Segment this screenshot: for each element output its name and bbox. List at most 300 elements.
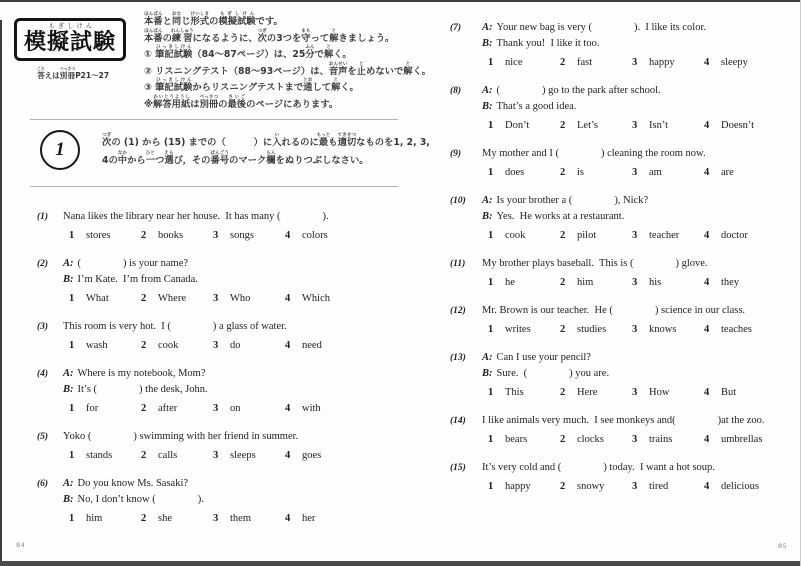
option-choice xyxy=(488,118,560,134)
option-choice xyxy=(141,401,213,417)
option-choice xyxy=(285,511,398,527)
question-item xyxy=(37,366,398,417)
option-word: Let’s xyxy=(577,120,598,131)
options-row xyxy=(63,291,398,307)
option-word: But xyxy=(721,387,737,398)
question-item xyxy=(450,460,796,495)
option-number: 1 xyxy=(488,387,494,398)
option-word: sleeps xyxy=(230,450,256,461)
option-number: 1 xyxy=(488,277,494,288)
option-choice xyxy=(560,165,632,181)
option-choice xyxy=(560,118,632,134)
questions-right xyxy=(448,20,796,495)
option-choice xyxy=(141,228,213,244)
option-number: 4 xyxy=(285,230,291,241)
speaker-label: A: xyxy=(63,478,74,489)
question-number: (3) xyxy=(37,322,49,332)
option-number: 3 xyxy=(632,481,638,492)
option-choice xyxy=(704,118,796,134)
question-item xyxy=(450,256,796,291)
option-number: 4 xyxy=(285,293,291,304)
option-number: 3 xyxy=(213,450,219,461)
question-line: A: Can I use your pencil? xyxy=(482,352,591,363)
option-word: does xyxy=(505,167,525,178)
option-choice xyxy=(488,322,560,338)
options-row xyxy=(63,401,398,417)
question-number: (6) xyxy=(37,479,49,489)
question-line: A: Do you know Ms. Sasaki? xyxy=(63,478,189,489)
options-row xyxy=(63,448,398,464)
question-line: B: It’s ( ) the desk, John. xyxy=(63,384,208,395)
option-word: tired xyxy=(649,481,669,492)
question-item xyxy=(450,83,796,134)
speaker-label: B: xyxy=(63,384,74,395)
option-choice xyxy=(141,291,213,307)
option-word: after xyxy=(158,403,178,414)
option-choice xyxy=(141,511,213,527)
option-word: they xyxy=(721,277,740,288)
option-choice xyxy=(285,338,398,354)
question-number: (12) xyxy=(450,306,466,316)
option-number: 2 xyxy=(141,340,147,351)
option-choice xyxy=(141,448,213,464)
option-word: Where xyxy=(158,293,186,304)
question-number: (13) xyxy=(450,353,466,363)
option-choice xyxy=(213,291,285,307)
option-word: nice xyxy=(505,57,523,68)
speaker-label: A: xyxy=(63,368,74,379)
option-choice xyxy=(704,322,796,338)
speaker-label: B: xyxy=(482,38,493,49)
options-row xyxy=(482,479,796,495)
question-body xyxy=(482,83,796,134)
option-number: 4 xyxy=(704,230,710,241)
option-choice xyxy=(213,401,285,417)
option-word: goes xyxy=(302,450,322,461)
speaker-label: A: xyxy=(482,22,493,33)
option-choice xyxy=(560,322,632,338)
intro-line: ② リスニングテスト（88～93ページ）は、音声おんせいを止とめないで解とく。 xyxy=(144,61,431,77)
options-row xyxy=(63,511,398,527)
exam-title-box xyxy=(14,18,126,61)
option-word: for xyxy=(86,403,99,414)
option-word: delicious xyxy=(721,481,759,492)
option-number: 4 xyxy=(704,277,710,288)
question-item xyxy=(450,146,796,181)
option-number: 4 xyxy=(704,324,710,335)
option-number: 1 xyxy=(69,513,75,524)
intro-line: ① 筆記試験ひっきしけん（84～87ページ）は、25分ふんで解とく。 xyxy=(144,45,352,60)
option-choice xyxy=(69,448,141,464)
option-choice xyxy=(213,338,285,354)
option-choice xyxy=(560,385,632,401)
option-number: 3 xyxy=(213,293,219,304)
option-number: 2 xyxy=(141,293,147,304)
divider-section xyxy=(30,186,398,187)
option-word: happy xyxy=(649,57,675,68)
question-number: (5) xyxy=(37,432,49,442)
question-item xyxy=(450,20,796,71)
option-choice xyxy=(213,228,285,244)
option-number: 1 xyxy=(69,450,75,461)
option-word: songs xyxy=(230,230,254,241)
option-number: 4 xyxy=(704,481,710,492)
option-number: 2 xyxy=(560,230,566,241)
option-word: Doesn’t xyxy=(721,120,755,131)
speaker-label: A: xyxy=(482,352,493,363)
speaker-label: A: xyxy=(482,195,493,206)
option-word: she xyxy=(158,513,172,524)
option-choice xyxy=(560,228,632,244)
question-body xyxy=(482,303,796,338)
option-number: 4 xyxy=(285,513,291,524)
question-body xyxy=(482,350,796,401)
option-choice xyxy=(632,432,704,448)
option-number: 1 xyxy=(488,324,494,335)
question-number: (2) xyxy=(37,259,49,269)
speaker-label: A: xyxy=(482,85,493,96)
option-word: What xyxy=(86,293,109,304)
question-line: My mother and I ( ) cleaning the room now. xyxy=(482,148,706,159)
question-line: B: Sure. ( ) you are. xyxy=(482,368,610,379)
option-number: 3 xyxy=(213,230,219,241)
option-choice xyxy=(69,291,141,307)
option-choice xyxy=(488,275,560,291)
section-instruction xyxy=(102,130,430,168)
option-number: 1 xyxy=(488,120,494,131)
option-choice xyxy=(632,275,704,291)
option-number: 1 xyxy=(488,434,494,445)
option-word: am xyxy=(649,167,662,178)
option-number: 2 xyxy=(560,277,566,288)
option-word: sleepy xyxy=(721,57,748,68)
speaker-label: B: xyxy=(63,494,74,505)
option-word: Isn’t xyxy=(649,120,669,131)
exam-title-column xyxy=(14,10,132,111)
option-choice xyxy=(704,228,796,244)
option-choice xyxy=(488,165,560,181)
question-body xyxy=(482,193,796,244)
option-choice xyxy=(560,275,632,291)
page-right xyxy=(448,6,796,507)
question-line: My brother plays baseball. This is ( ) glove. xyxy=(482,258,708,269)
option-number: 3 xyxy=(213,513,219,524)
question-body xyxy=(482,146,796,181)
option-choice xyxy=(69,228,141,244)
option-number: 2 xyxy=(141,403,147,414)
option-number: 3 xyxy=(632,230,638,241)
question-line: Nana likes the library near her house. It has many ( ). xyxy=(63,211,329,222)
option-word: happy xyxy=(505,481,531,492)
option-choice xyxy=(632,479,704,495)
option-choice xyxy=(285,401,398,417)
option-choice xyxy=(560,432,632,448)
scan-edge-bottom xyxy=(0,561,801,566)
question-line: A: Your new bag is very ( ). I like its color. xyxy=(482,22,706,33)
speaker-label: B: xyxy=(482,211,493,222)
question-item xyxy=(37,209,398,244)
option-word: This xyxy=(505,387,524,398)
question-line: B: I’m Kate. I’m from Canada. xyxy=(63,274,198,285)
option-word: snowy xyxy=(577,481,605,492)
option-word: colors xyxy=(302,230,328,241)
option-word: them xyxy=(230,513,251,524)
question-body xyxy=(63,476,398,527)
option-word: Who xyxy=(230,293,251,304)
option-choice xyxy=(141,338,213,354)
intro-lines xyxy=(144,10,431,111)
question-number: (14) xyxy=(450,416,466,426)
question-body xyxy=(482,460,796,495)
intro-line: ※解答用紙かいとうようしは別冊べっさつの最後さいごのページにあります。 xyxy=(144,94,339,110)
exam-title-furigana: もぎしけん xyxy=(48,23,96,30)
question-body xyxy=(63,319,398,354)
option-number: 1 xyxy=(488,230,494,241)
option-choice xyxy=(704,385,796,401)
option-word: Here xyxy=(577,387,598,398)
question-item xyxy=(37,429,398,464)
section-number-badge: 1 xyxy=(40,130,80,170)
option-number: 2 xyxy=(560,57,566,68)
divider-top xyxy=(30,119,398,120)
option-number: 2 xyxy=(560,324,566,335)
question-number: (1) xyxy=(37,212,49,222)
answer-reference-note: 答こたえは別冊べっさつP21～27 xyxy=(36,66,110,80)
speaker-label: A: xyxy=(63,258,74,269)
question-number: (10) xyxy=(450,196,466,206)
options-row xyxy=(482,228,796,244)
option-choice xyxy=(488,432,560,448)
question-body xyxy=(482,20,796,71)
option-word: his xyxy=(649,277,662,288)
question-line: B: Yes. He works at a restaurant. xyxy=(482,211,625,222)
options-row xyxy=(482,118,796,134)
question-line: I like animals very much. I see monkeys and( )at the zoo. xyxy=(482,415,765,426)
question-body xyxy=(63,429,398,464)
option-word: her xyxy=(302,513,316,524)
exam-header xyxy=(14,10,431,111)
question-line: Mr. Brown is our teacher. He ( ) science in our class. xyxy=(482,305,746,316)
question-number: (9) xyxy=(450,149,462,159)
option-number: 3 xyxy=(632,120,638,131)
option-number: 4 xyxy=(285,403,291,414)
option-choice xyxy=(560,479,632,495)
option-word: he xyxy=(505,277,515,288)
option-choice xyxy=(560,55,632,71)
option-choice xyxy=(632,55,704,71)
intro-line: 本番ほんばんと同おなじ形式けいしきの模擬試験もぎしけんです。 xyxy=(144,12,283,27)
option-number: 3 xyxy=(632,167,638,178)
question-number: (15) xyxy=(450,463,466,473)
option-number: 4 xyxy=(285,340,291,351)
question-line: A: ( ) is your name? xyxy=(63,258,189,269)
questions-left xyxy=(14,209,398,527)
option-choice xyxy=(632,385,704,401)
option-number: 3 xyxy=(632,57,638,68)
question-item xyxy=(450,193,796,244)
option-number: 3 xyxy=(213,340,219,351)
question-line: A: ( ) go to the park after school. xyxy=(482,85,661,96)
scan-edge-top xyxy=(0,0,801,2)
option-word: cook xyxy=(158,340,179,351)
option-choice xyxy=(632,118,704,134)
options-row xyxy=(482,385,796,401)
question-line: A: Is your brother a ( ), Nick? xyxy=(482,195,649,206)
page-left xyxy=(14,10,431,539)
option-number: 4 xyxy=(704,120,710,131)
option-number: 4 xyxy=(704,434,710,445)
option-choice xyxy=(285,291,398,307)
option-word: cook xyxy=(505,230,526,241)
question-line: It’s very cold and ( ) today. I want a hot soup. xyxy=(482,462,715,473)
option-number: 2 xyxy=(560,120,566,131)
option-word: need xyxy=(302,340,322,351)
option-word: doctor xyxy=(721,230,748,241)
option-number: 4 xyxy=(704,167,710,178)
options-row xyxy=(482,275,796,291)
option-number: 1 xyxy=(69,293,75,304)
option-word: stands xyxy=(86,450,113,461)
option-choice xyxy=(632,228,704,244)
question-number: (4) xyxy=(37,369,49,379)
option-choice xyxy=(488,55,560,71)
question-number: (11) xyxy=(450,259,466,269)
option-choice xyxy=(285,448,398,464)
option-number: 3 xyxy=(632,387,638,398)
option-word: How xyxy=(649,387,670,398)
question-item xyxy=(450,350,796,401)
options-row xyxy=(482,322,796,338)
option-word: teacher xyxy=(649,230,680,241)
options-row xyxy=(63,228,398,244)
option-number: 1 xyxy=(69,230,75,241)
option-number: 4 xyxy=(285,450,291,461)
section-instruction-line: 4の中なかから一ひとつ選えらび，その番号ばんごうのマーク欄らんをぬりつぶしなさい。 xyxy=(102,150,369,166)
option-word: books xyxy=(158,230,184,241)
option-number: 2 xyxy=(141,230,147,241)
speaker-label: B: xyxy=(482,101,493,112)
option-word: trains xyxy=(649,434,673,445)
options-row xyxy=(63,338,398,354)
option-word: wash xyxy=(86,340,108,351)
option-word: studies xyxy=(577,324,607,335)
question-item xyxy=(450,303,796,338)
option-choice xyxy=(704,275,796,291)
option-number: 2 xyxy=(141,450,147,461)
option-number: 1 xyxy=(69,403,75,414)
scan-edge-left xyxy=(0,20,2,566)
option-choice xyxy=(632,322,704,338)
option-number: 2 xyxy=(560,387,566,398)
option-word: teaches xyxy=(721,324,752,335)
option-number: 3 xyxy=(213,403,219,414)
question-body xyxy=(63,256,398,307)
option-word: Which xyxy=(302,293,330,304)
option-number: 2 xyxy=(560,481,566,492)
option-choice xyxy=(632,165,704,181)
option-number: 1 xyxy=(488,481,494,492)
option-choice xyxy=(704,165,796,181)
question-item xyxy=(37,476,398,527)
question-line: B: That’s a good idea. xyxy=(482,101,577,112)
option-word: is xyxy=(577,167,585,178)
option-number: 2 xyxy=(560,167,566,178)
speaker-label: B: xyxy=(482,368,493,379)
option-word: calls xyxy=(158,450,178,461)
option-choice xyxy=(69,401,141,417)
question-number: (8) xyxy=(450,86,462,96)
option-choice xyxy=(69,511,141,527)
option-choice xyxy=(488,479,560,495)
option-number: 4 xyxy=(704,387,710,398)
option-number: 3 xyxy=(632,277,638,288)
question-item xyxy=(37,319,398,354)
question-line: Yoko ( ) swimming with her friend in summer. xyxy=(63,431,299,442)
question-body xyxy=(482,256,796,291)
option-choice xyxy=(69,338,141,354)
intro-line: ③ 筆記試験ひっきしけんからリスニングテストまで通とおして解とく。 xyxy=(144,78,359,93)
option-choice xyxy=(213,511,285,527)
option-choice xyxy=(488,228,560,244)
exam-title: 模擬試験 xyxy=(23,30,116,55)
option-word: him xyxy=(86,513,103,524)
page-number-right: 85 xyxy=(778,542,788,550)
options-row xyxy=(482,55,796,71)
option-word: with xyxy=(302,403,321,414)
option-number: 3 xyxy=(632,434,638,445)
question-number: (7) xyxy=(450,23,462,33)
option-word: him xyxy=(577,277,594,288)
section-instruction-line: 次つぎの (1) から (15) までの（ ）に入いれるのに最もっとも適切てきせつなものを1, 2, 3, xyxy=(102,133,430,148)
option-number: 1 xyxy=(488,57,494,68)
question-item xyxy=(450,413,796,448)
option-choice xyxy=(213,448,285,464)
option-number: 2 xyxy=(560,434,566,445)
option-word: stores xyxy=(86,230,111,241)
question-line: B: No, I don’t know ( ). xyxy=(63,494,204,505)
option-word: do xyxy=(230,340,241,351)
option-word: pilot xyxy=(577,230,597,241)
option-word: fast xyxy=(577,57,593,68)
option-choice xyxy=(704,479,796,495)
question-body xyxy=(63,366,398,417)
intro-line: 本番ほんばんの練習れんしゅうになるように、次つぎの3つを守まもって解ときましょう。 xyxy=(144,28,395,44)
options-row xyxy=(482,432,796,448)
option-word: umbrellas xyxy=(721,434,763,445)
option-choice xyxy=(285,228,398,244)
options-row xyxy=(482,165,796,181)
option-word: on xyxy=(230,403,241,414)
option-word: are xyxy=(721,167,734,178)
question-body xyxy=(63,209,398,244)
option-number: 4 xyxy=(704,57,710,68)
page-number-left: 84 xyxy=(16,541,26,549)
option-number: 2 xyxy=(141,513,147,524)
option-word: bears xyxy=(505,434,528,445)
option-number: 1 xyxy=(69,340,75,351)
option-choice xyxy=(704,432,796,448)
option-number: 1 xyxy=(488,167,494,178)
option-choice xyxy=(704,55,796,71)
option-choice xyxy=(488,385,560,401)
question-line: A: Where is my notebook, Mom? xyxy=(63,368,206,379)
option-word: Don’t xyxy=(505,120,530,131)
speaker-label: B: xyxy=(63,274,74,285)
question-item xyxy=(37,256,398,307)
section-1-header xyxy=(14,130,430,170)
option-word: clocks xyxy=(577,434,604,445)
option-word: writes xyxy=(505,324,531,335)
